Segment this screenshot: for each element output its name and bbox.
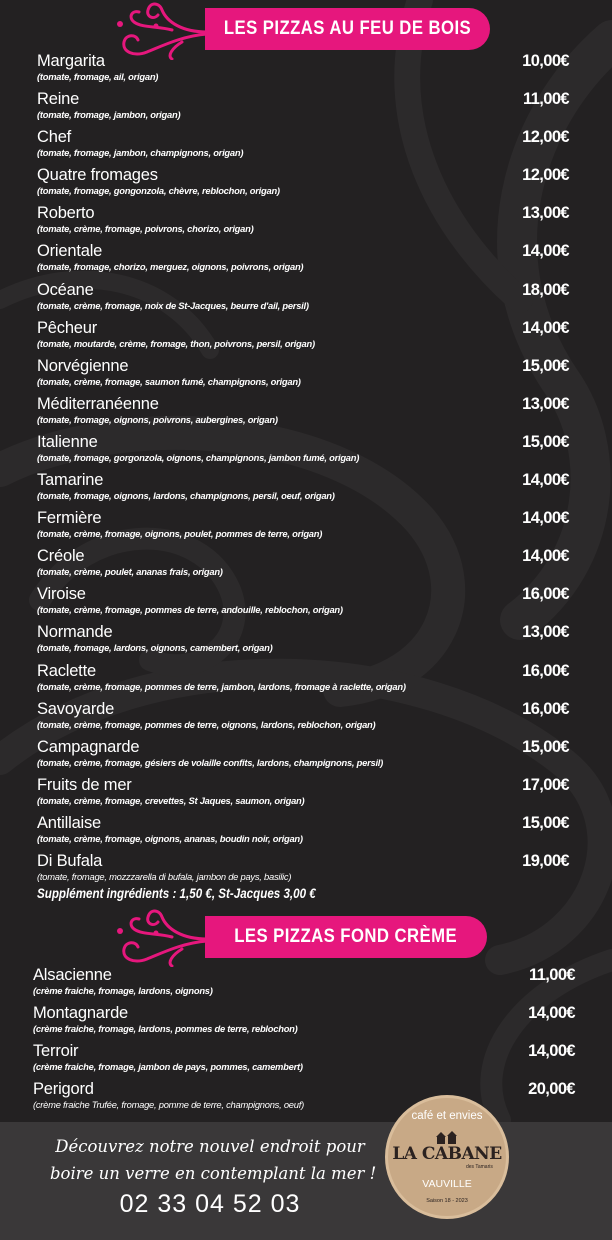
menu-item-name: Reine xyxy=(37,90,80,109)
menu-item-price: 10,00€ xyxy=(522,52,569,70)
menu-item-price: 20,00€ xyxy=(528,1080,575,1099)
cream-base-pizza-list xyxy=(33,966,575,1118)
menu-item-price: 14,00€ xyxy=(522,547,569,566)
menu-item-price: 15,00€ xyxy=(522,737,569,756)
menu-item-name: Raclette xyxy=(37,661,96,680)
menu-item-ingredients: (tomate, crème, fromage, pommes de terre, jambon, lardons, fromage à raclette, origan) xyxy=(37,680,406,692)
menu-item-price: 13,00€ xyxy=(522,623,569,642)
menu-item xyxy=(37,319,569,357)
menu-item xyxy=(33,1004,575,1042)
menu-item-name: Italienne xyxy=(37,432,98,451)
menu-item xyxy=(37,90,569,128)
menu-item-name: Savoyarde xyxy=(37,699,115,718)
menu-item xyxy=(37,662,569,700)
menu-item-ingredients: (tomate, fromage, chorizo, merguez, oignons, poivrons, origan) xyxy=(37,261,304,273)
menu-item-ingredients: (tomate, fromage, jambon, origan) xyxy=(37,109,181,121)
menu-item-ingredients: (tomate, fromage, lardons, oignons, camembert, origan) xyxy=(37,642,273,654)
menu-item xyxy=(37,128,569,166)
house-icon xyxy=(436,1130,458,1144)
menu-item-ingredients: (tomate, crème, fromage, gésiers de volaille confits, lardons, champignons, persil) xyxy=(37,756,384,768)
pink-flourish-ornament xyxy=(112,909,212,967)
menu-item-name: Montagnarde xyxy=(33,1004,129,1023)
menu-item xyxy=(37,585,569,623)
menu-item xyxy=(37,776,569,814)
menu-item-ingredients: (tomate, fromage, mozzzarella di bufala, jambon de pays, basilic) xyxy=(37,870,292,882)
menu-item-ingredients: (tomate, fromage, gongonzola, chèvre, reblochon, origan) xyxy=(37,185,280,197)
menu-item-price: 14,00€ xyxy=(528,1042,575,1061)
menu-item-ingredients: (tomate, crème, fromage, noix de St-Jacques, beurre d'ail, persil) xyxy=(37,299,309,311)
menu-item xyxy=(33,966,575,1004)
section-title-wood-fire: LES PIZZAS AU FEU DE BOIS xyxy=(223,18,472,39)
menu-item-ingredients: (tomate, crème, fromage, oignons, poulet, pommes de terre, origan) xyxy=(37,528,323,540)
footer-tagline xyxy=(50,1133,377,1187)
menu-item xyxy=(37,166,569,204)
menu-item-price: 14,00€ xyxy=(522,471,569,490)
menu-item-ingredients: (tomate, crème, fromage, pommes de terre, oignons, lardons, reblochon, origan) xyxy=(37,718,376,730)
menu-item-price: 11,00€ xyxy=(523,90,569,109)
logo-main-text: LA CABANE xyxy=(392,1144,502,1164)
menu-item-name: Méditerranéenne xyxy=(37,394,159,413)
menu-item-name: Roberto xyxy=(37,204,95,223)
menu-item-name: Océane xyxy=(37,280,94,299)
menu-item-name: Viroise xyxy=(37,585,86,604)
menu-item-price: 17,00€ xyxy=(522,775,569,794)
menu-item-name: Pêcheur xyxy=(37,318,98,337)
section-banner-cream-base xyxy=(205,916,487,958)
section-title-cream-base: LES PIZZAS FOND CRÈME xyxy=(234,926,458,947)
menu-item-price: 16,00€ xyxy=(522,585,569,604)
menu-item xyxy=(33,1042,575,1080)
menu-item-ingredients: (tomate, moutarde, crème, fromage, thon, poivrons, persil, origan) xyxy=(37,337,315,349)
menu-item-ingredients: (tomate, fromage, oignons, poivrons, aubergines, origan) xyxy=(37,413,278,425)
menu-item-price: 12,00€ xyxy=(522,128,569,147)
menu-item xyxy=(37,547,569,585)
menu-item-ingredients: (tomate, fromage, oignons, lardons, champignons, persil, oeuf, origan) xyxy=(37,490,335,502)
menu-item-price: 14,00€ xyxy=(528,1004,575,1023)
menu-item-price: 14,00€ xyxy=(522,318,569,337)
menu-item-ingredients: (tomate, crème, fromage, poivrons, chorizo, origan) xyxy=(37,223,254,235)
menu-item-price: 14,00€ xyxy=(522,509,569,528)
logo-town-text: VAUVILLE xyxy=(422,1178,472,1190)
menu-item xyxy=(37,471,569,509)
menu-item-name: Perigord xyxy=(33,1080,94,1099)
menu-item xyxy=(37,814,569,852)
menu-item-price: 12,00€ xyxy=(522,166,569,185)
menu-item xyxy=(37,700,569,738)
wood-fire-pizza-list xyxy=(37,52,569,890)
menu-item-price: 19,00€ xyxy=(522,851,569,870)
menu-item-ingredients: (crème fraiche, fromage, jambon de pays, pommes, camembert) xyxy=(33,1061,303,1073)
menu-item-name: Di Bufala xyxy=(37,851,103,870)
menu-item-name: Fruits de mer xyxy=(37,775,132,794)
menu-item xyxy=(37,395,569,433)
tagline-line-2: boire un verre en contemplant la mer ! xyxy=(50,1164,377,1183)
logo-sub-text: des Tamaris xyxy=(466,1164,493,1170)
menu-item-price: 14,00€ xyxy=(522,242,569,261)
menu-item xyxy=(37,281,569,319)
menu-item-name: Antillaise xyxy=(37,813,102,832)
menu-item xyxy=(37,509,569,547)
menu-item-ingredients: (crème fraiche, fromage, lardons, pommes de terre, reblochon) xyxy=(33,1023,298,1035)
menu-item xyxy=(37,852,569,890)
menu-item xyxy=(37,357,569,395)
menu-item-ingredients: (tomate, crème, fromage, pommes de terre, andouille, reblochon, origan) xyxy=(37,604,343,616)
menu-item-ingredients: (tomate, crème, fromage, crevettes, St Jaques, saumon, origan) xyxy=(37,794,305,806)
la-cabane-logo xyxy=(385,1095,509,1219)
menu-item-price: 15,00€ xyxy=(522,356,569,375)
menu-item xyxy=(37,52,569,90)
menu-item xyxy=(37,242,569,280)
menu-item-name: Orientale xyxy=(37,242,103,261)
menu-item-name: Tamarine xyxy=(37,471,104,490)
menu-item-ingredients: (tomate, crème, poulet, ananas frais, origan) xyxy=(37,566,223,578)
menu-item-price: 18,00€ xyxy=(522,280,569,299)
menu-item-name: Créole xyxy=(37,547,85,566)
menu-item-price: 15,00€ xyxy=(522,432,569,451)
menu-item-name: Normande xyxy=(37,623,113,642)
menu-item-ingredients: (tomate, crème, fromage, saumon fumé, champignons, origan) xyxy=(37,375,301,387)
menu-item xyxy=(37,738,569,776)
section-banner-wood-fire xyxy=(205,8,490,50)
menu-item-price: 16,00€ xyxy=(522,699,569,718)
menu-item-price: 13,00€ xyxy=(522,394,569,413)
menu-item-ingredients: (tomate, fromage, jambon, champignons, origan) xyxy=(37,147,244,159)
menu-item-ingredients: (crème fraiche, fromage, lardons, oignons) xyxy=(33,985,213,996)
menu-item-name: Terroir xyxy=(33,1042,79,1061)
menu-item xyxy=(37,623,569,661)
tagline-line-1: Découvrez notre nouvel endroit pour xyxy=(55,1137,365,1156)
menu-item-ingredients: (crème fraiche Trufée, fromage, pomme de terre, champignons, oeuf) xyxy=(33,1099,304,1111)
supplement-note: Supplément ingrédients : 1,50 €, St-Jacques 3,00 € xyxy=(37,886,316,901)
menu-item-price: 16,00€ xyxy=(522,661,569,680)
menu-item-price: 13,00€ xyxy=(522,204,569,223)
menu-item-name: Alsacienne xyxy=(33,966,112,984)
menu-item-ingredients: (tomate, fromage, gorgonzola, oignons, champignons, jambon fumé, origan) xyxy=(37,451,360,463)
phone-number[interactable]: 02 33 04 52 03 xyxy=(119,1190,301,1218)
menu-item-name: Campagnarde xyxy=(37,737,140,756)
menu-item xyxy=(37,433,569,471)
menu-item-ingredients: (tomate, crème, fromage, oignons, ananas, boudin noir, origan) xyxy=(37,832,303,844)
menu-item-name: Quatre fromages xyxy=(37,166,158,185)
logo-top-text: café et envies xyxy=(411,1110,483,1122)
menu-item-name: Norvégienne xyxy=(37,356,129,375)
menu-item xyxy=(37,204,569,242)
menu-item-name: Margarita xyxy=(37,52,105,70)
logo-season-text: Saison 18 - 2023 xyxy=(426,1198,468,1204)
menu-item-name: Fermière xyxy=(37,509,102,528)
menu-item-ingredients: (tomate, fromage, ail, origan) xyxy=(37,71,159,82)
menu-item-price: 15,00€ xyxy=(522,813,569,832)
menu-item-price: 11,00€ xyxy=(529,966,575,984)
menu-item-name: Chef xyxy=(37,128,72,147)
